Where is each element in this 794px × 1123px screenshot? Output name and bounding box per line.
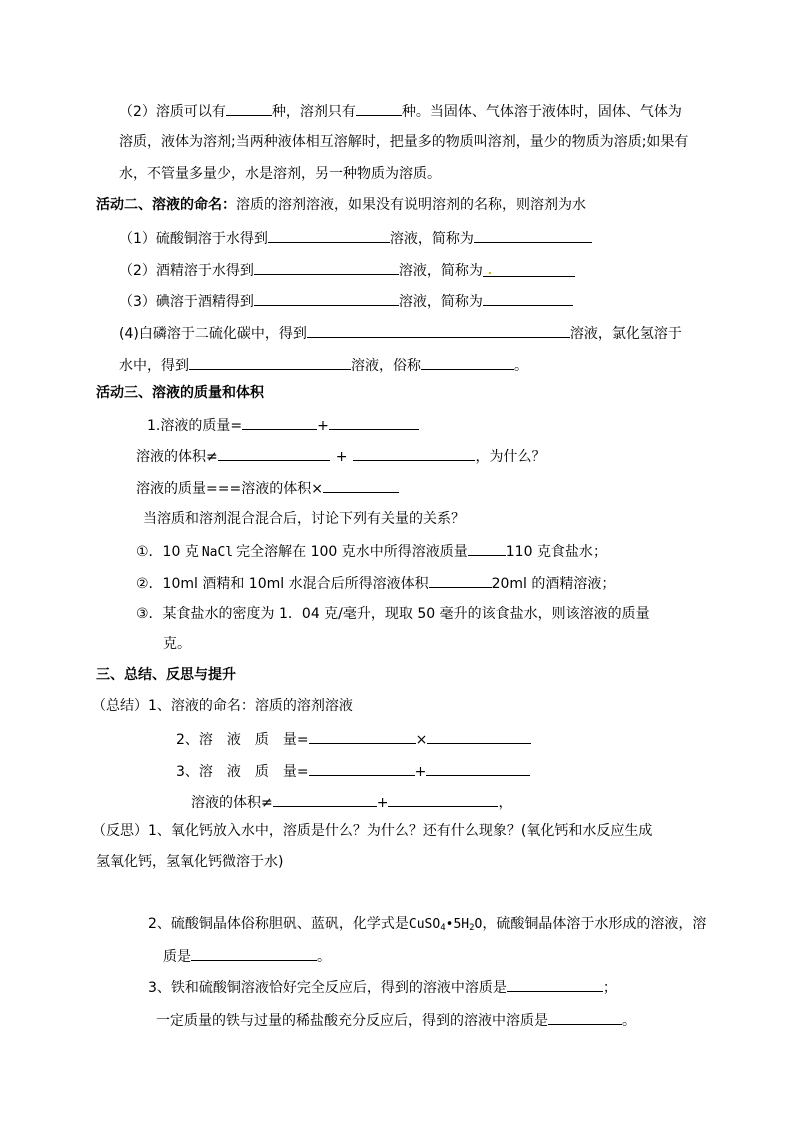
blank[interactable] — [189, 355, 351, 370]
blank[interactable] — [429, 573, 492, 588]
formula-cuso4 — [409, 917, 482, 932]
section-title: 活动二、溶液的命名： — [96, 197, 236, 213]
text: ，为什么？ — [475, 449, 546, 465]
naming-item-4 — [119, 323, 682, 343]
blank[interactable] — [426, 761, 530, 776]
text: 水中，得到 — [119, 358, 189, 374]
text: （3）碘溶于酒精得到 — [119, 294, 254, 310]
blank-solute-count[interactable] — [226, 101, 272, 116]
blank[interactable] — [483, 291, 573, 306]
plus-sign: + — [335, 449, 348, 465]
text: ； — [592, 544, 607, 560]
blank[interactable] — [309, 761, 415, 776]
text: （1）硫酸铜溶于水得到 — [119, 231, 268, 247]
text: 溶液，俗称 — [351, 358, 421, 374]
text: 20ml 的酒精溶液； — [491, 576, 616, 592]
blank[interactable] — [254, 260, 399, 275]
blank[interactable] — [254, 291, 399, 306]
text: 溶液，简称为 — [398, 294, 483, 310]
text: 溶液，简称为 — [389, 231, 474, 247]
compare-item-2 — [136, 573, 615, 593]
blank[interactable] — [548, 1010, 622, 1025]
text: 完全溶解在 100 克水中所得溶液质量 — [236, 544, 468, 560]
paragraph-line: 溶质，液体为溶剂;当两种液体相互溶解时，把量多的物质叫溶剂，量少的物质为溶质;如果有 — [119, 134, 689, 150]
summary-line-4 — [191, 792, 512, 812]
reflect-line-6 — [156, 1010, 636, 1030]
blank[interactable] — [191, 946, 317, 961]
blank[interactable] — [421, 355, 514, 370]
text: ③．某食盐水的密度为 1．04 克/毫升，现取 50 毫升的该食盐水，则该溶液的质量 — [136, 606, 650, 622]
blank[interactable] — [474, 228, 592, 243]
text: 溶液，氯化氢溶于 — [569, 326, 682, 342]
discussion-question: 当溶质和溶剂混合混合后，讨论下列有关量的关系？ — [143, 511, 465, 527]
blank[interactable] — [218, 446, 330, 461]
blank[interactable] — [242, 415, 317, 430]
naming-item-3 — [119, 291, 573, 311]
blank[interactable] — [483, 262, 575, 277]
text: 110 克食盐水 — [505, 544, 593, 560]
text: •5H — [445, 917, 470, 932]
blank[interactable] — [273, 792, 377, 807]
reflect-line-5 — [148, 977, 617, 997]
text: ，硫酸铜晶体溶于水形成的溶液，溶 — [482, 916, 707, 932]
text: 3、铁和硫酸铜溶液恰好完全反应后，得到的溶液中溶质是 — [148, 980, 507, 996]
subscript: 2 — [469, 923, 475, 933]
text: 。 — [514, 358, 528, 374]
summary-line-1: （总结）1、溶液的命名：溶质的溶剂溶液 — [92, 698, 353, 714]
compare-item-1 — [136, 541, 607, 562]
blank[interactable] — [323, 478, 399, 493]
text: 种。当固体、气体溶于液体时，固体、气体为 — [401, 104, 682, 120]
volume-formula — [136, 446, 545, 466]
compare-item-3-unit: 克。 — [163, 636, 191, 652]
density-formula — [136, 478, 399, 498]
text: （2）酒精溶于水得到 — [119, 263, 254, 279]
text: 溶液的体积≠ — [136, 449, 218, 465]
text: 质是 — [163, 949, 191, 965]
blank[interactable] — [507, 977, 603, 992]
text: O — [474, 917, 483, 932]
text: CuSO — [408, 917, 441, 932]
summary-heading: 三、总结、反思与提升 — [96, 667, 236, 683]
text: ②．10ml 酒精和 10ml 水混合后所得溶液体积 — [136, 576, 429, 592]
blank-solvent-count[interactable] — [356, 101, 402, 116]
subscript: 4 — [440, 923, 446, 933]
plus-sign: + — [376, 795, 389, 811]
text: ， — [498, 795, 513, 811]
blank[interactable] — [268, 228, 390, 243]
activity-three-heading: 活动三、溶液的质量和体积 — [96, 385, 264, 401]
text: 1.溶液的质量= — [147, 418, 243, 434]
text: 种，溶剂只有 — [271, 104, 356, 120]
solute-count-line — [119, 101, 682, 121]
text: 2、硫酸铜晶体俗称胆矾、蓝矾，化学式是 — [148, 916, 409, 932]
blank[interactable] — [427, 729, 531, 744]
text: （2）溶质可以有 — [119, 104, 226, 120]
text: 溶液，简称为 — [398, 263, 483, 279]
reflect-line-2: 氢氧化钙，氢氧化钙微溶于水) — [96, 854, 284, 870]
blank[interactable] — [468, 541, 506, 556]
blank[interactable] — [307, 323, 570, 338]
text: 3、溶 液 质 量= — [176, 764, 309, 780]
text: ； — [602, 980, 617, 996]
text: 一定质量的铁与过量的稀盐酸充分反应后，得到的溶液中溶质是 — [156, 1013, 548, 1029]
blank[interactable] — [329, 415, 419, 430]
summary-line-3 — [176, 761, 530, 781]
summary-line-2 — [176, 729, 531, 749]
blank[interactable] — [309, 729, 416, 744]
blank[interactable] — [388, 792, 498, 807]
reflect-line-3 — [148, 915, 706, 937]
naming-item-2 — [119, 260, 575, 280]
text: 。 — [317, 949, 331, 965]
formula-nacl: NaCl — [201, 545, 234, 560]
section-desc: 溶质的溶剂溶液，如果没有说明溶剂的名称，则溶剂为水 — [236, 197, 586, 213]
activity-two-heading — [96, 196, 586, 214]
text: 溶液的质量===溶液的体积× — [136, 481, 323, 497]
naming-item-5 — [119, 355, 528, 375]
plus-sign: + — [317, 418, 329, 434]
mass-formula — [147, 415, 419, 435]
text: 。 — [622, 1013, 636, 1029]
plus-sign: + — [414, 764, 427, 780]
naming-item-1 — [119, 228, 592, 248]
text: 溶液的体积≠ — [191, 795, 273, 811]
reflect-line-1: （反思）1、氧化钙放入水中，溶质是什么？为什么？还有什么现象？(氧化钙和水反应生成 — [92, 823, 653, 839]
blank[interactable] — [353, 446, 475, 461]
text: (4)白磷溶于二硫化碳中，得到 — [119, 326, 307, 342]
paragraph-line: 水，不管量多量少，水是溶剂，另一种物质为溶质。 — [119, 166, 441, 182]
text: ①．10 克 — [136, 544, 199, 560]
times-sign: × — [415, 732, 428, 748]
compare-item-3 — [136, 605, 650, 623]
text: 2、溶 液 质 量= — [176, 732, 309, 748]
reflect-line-4 — [163, 946, 331, 966]
